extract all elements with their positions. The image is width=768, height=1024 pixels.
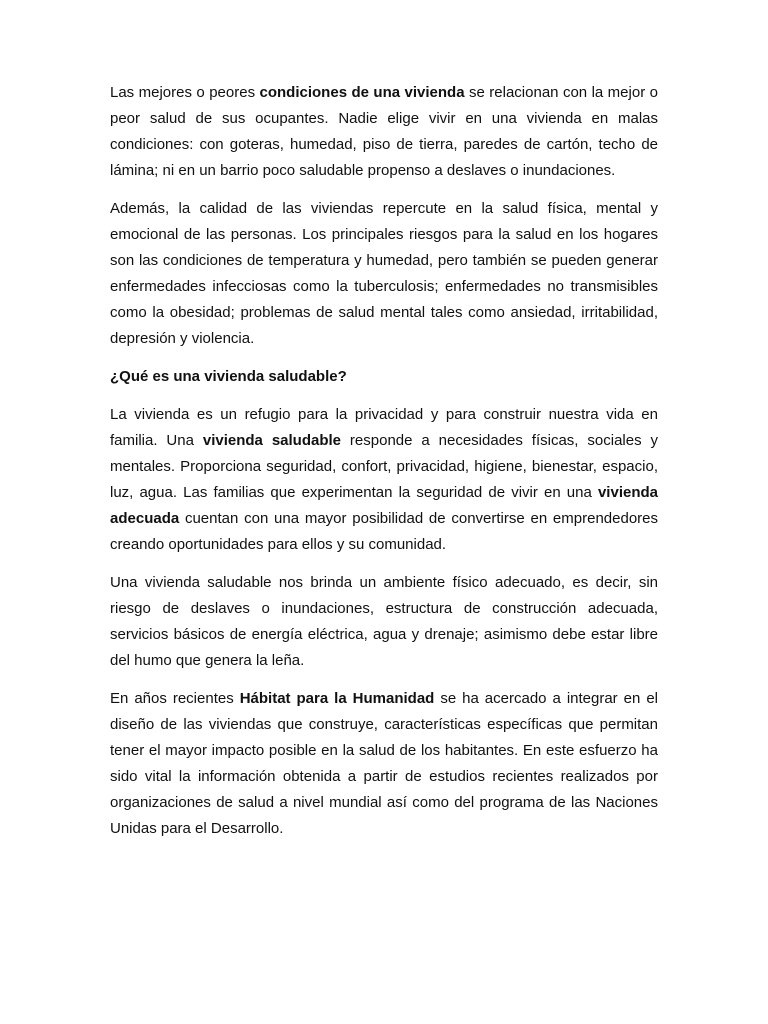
text-segment: Una vivienda saludable nos brinda un ambiente físico adecuado, es decir, sin riesgo de deslaves o inundaciones, estructura de construcción adecuada, servicios básicos de energía eléctrica, agua y drenaje; asimismo debe estar libre del humo que genera la leña.: [110, 574, 658, 669]
text-segment: En años recientes: [110, 690, 240, 707]
text-segment: La vivienda es un refugio para la privacidad y para construir nuestra vida en familia. Una: [110, 406, 658, 449]
paragraph-refugio: [110, 402, 658, 558]
text-segment: responde a necesidades físicas, sociales y mentales. Proporciona seguridad, confort, privacidad, higiene, bienestar, espacio, luz, agua. Las familias que experimentan la seguridad de vivir en una: [110, 432, 658, 501]
bold-phrase-vivienda-adecuada: vivienda adecuada: [110, 484, 658, 527]
text-segment: se ha acercado a integrar en el diseño de las viviendas que construye, características específicas que permitan tener el mayor impacto posible en la salud de los habitantes. En este esfuerzo ha sido vital la información obtenida a partir de estudios recientes realizados por organizaciones de salud a nivel mundial así como del programa de las Naciones Unidas para el Desarrollo.: [110, 690, 658, 837]
bold-phrase-habitat: Hábitat para la Humanidad: [239, 690, 435, 707]
text-segment: se relacionan con la mejor o peor salud de sus ocupantes. Nadie elige vivir en una vivienda en malas condiciones: con goteras, humedad, piso de tierra, paredes de cartón, techo de lámina; ni en un barrio poco saludable propenso a deslaves o inundaciones.: [110, 84, 658, 179]
bold-phrase-vivienda-saludable: vivienda saludable: [202, 432, 342, 449]
paragraph-condiciones: [110, 80, 658, 184]
text-segment: Las mejores o peores: [110, 84, 260, 101]
paragraph-riesgos: [110, 196, 658, 352]
bold-phrase-condiciones: condiciones de una vivienda: [259, 84, 465, 101]
paragraph-habitat: [110, 686, 658, 842]
document-page: [110, 80, 658, 854]
section-heading: ¿Qué es una vivienda saludable?: [110, 368, 347, 385]
text-segment: cuentan con una mayor posibilidad de convertirse en emprendedores creando oportunidades para ellos y su comunidad.: [110, 510, 658, 553]
text-segment: Además, la calidad de las viviendas repercute en la salud física, mental y emocional de las personas. Los principales riesgos para la salud en los hogares son las condiciones de temperatura y humedad, pero también se pueden generar enfermedades infecciosas como la tuberculosis; enfermedades no transmisibles como la obesidad; problemas de salud mental tales como ansiedad, irritabilidad, depresión y violencia.: [110, 200, 658, 347]
paragraph-ambiente: [110, 570, 658, 674]
